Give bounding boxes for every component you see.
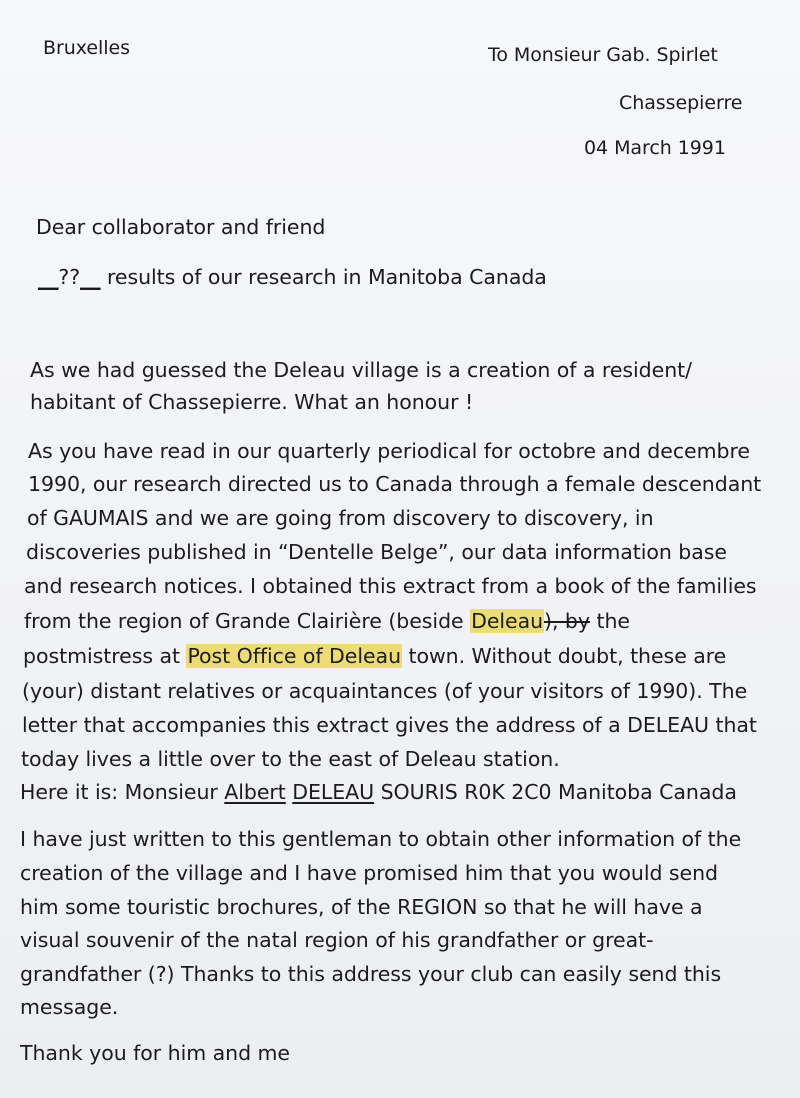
paragraph-2-line-1: As you have read in our quarterly periodical for octobre and decembre (28, 439, 750, 463)
line-6-text-b: the (589, 609, 630, 633)
paragraph-2-line-6 (24, 608, 630, 634)
address-rest: SOURIS R0K 2C0 Manitoba Canada (374, 780, 737, 804)
paragraph-3-line-5: grandfather (?) Thanks to this address your club can easily send this (20, 962, 722, 986)
paragraph-2-line-3: of GAUMAIS and we are going from discovery to discovery, in (27, 506, 654, 530)
address-line (20, 779, 737, 805)
highlighted-post-office: Post Office of Deleau (187, 644, 402, 668)
paragraph-3-line-6: message. (20, 995, 119, 1019)
sender-city: Bruxelles (43, 37, 130, 59)
paragraph-3-line-4: visual souvenir of the natal region of his grandfather or great- (20, 928, 654, 952)
paragraph-2-line-5: and research notices. I obtained this extract from a book of the families (24, 574, 757, 598)
line-7-text-b: town. Without doubt, these are (402, 644, 727, 668)
paragraph-2-line-4: discoveries published in “Dentelle Belge”, our data information base (26, 540, 727, 564)
line-7-text-a: postmistress at (23, 644, 187, 668)
paragraph-3-line-1: I have just written to this gentleman to obtain other information of the (20, 827, 742, 851)
recipient-town: Chassepierre (619, 92, 743, 114)
address-last-name: DELEAU (292, 780, 375, 804)
paragraph-2-line-2: 1990, our research directed us to Canada through a female descendant (28, 472, 762, 496)
paragraph-3-line-3: him some touristic brochures, of the REGION so that he will have a (20, 895, 703, 919)
subject-question: ?? (58, 265, 81, 289)
recipient-name: To Monsieur Gab. Spirlet (488, 44, 718, 66)
letter-date: 04 March 1991 (584, 137, 726, 159)
subject-text: results of our research in Manitoba Canada (100, 265, 547, 289)
paragraph-1-line-1: As we had guessed the Deleau village is a creation of a resident/ (30, 358, 692, 382)
paragraph-2-line-10: today lives a little over to the east of Deleau station. (21, 747, 560, 771)
paragraph-2-line-9: letter that accompanies this extract gives the address of a DELEAU that (22, 713, 757, 737)
salutation: Dear collaborator and friend (36, 215, 326, 239)
address-prefix: Here it is: Monsieur (20, 780, 225, 804)
subject-blank-left: __ (38, 265, 59, 289)
paragraph-3-line-2: creation of the village and I have promised him that you would send (20, 861, 719, 885)
subject-line (38, 264, 547, 290)
paragraph-1-line-2: habitant of Chassepierre. What an honour ! (30, 390, 474, 414)
address-first-name: Albert (224, 780, 286, 804)
line-6-text-a: from the region of Grande Clairière (beside (24, 609, 471, 633)
subject-blank-right: __ (80, 265, 101, 289)
struck-text: ), by (544, 609, 590, 633)
highlighted-deleau: Deleau (471, 609, 544, 633)
paragraph-2-line-7 (23, 643, 726, 669)
closing-line: Thank you for him and me (20, 1041, 290, 1065)
paragraph-2-line-8: (your) distant relatives or acquaintances (of your visitors of 1990). The (22, 679, 748, 703)
